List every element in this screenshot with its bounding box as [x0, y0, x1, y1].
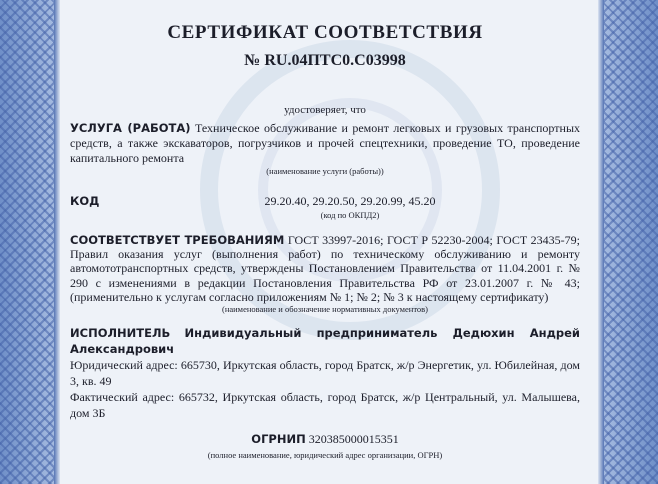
compliance-note: (наименование и обозначение нормативных документов) — [221, 304, 429, 314]
ornamental-border-left — [0, 0, 60, 484]
service-label: УСЛУГА (РАБОТА) — [70, 121, 191, 135]
compliance-section — [70, 233, 580, 304]
ogrn-section — [70, 432, 580, 447]
certificate-title: СЕРТИФИКАТ СООТВЕТСТВИЯ — [167, 22, 483, 43]
compliance-label: СООТВЕТСТВУЕТ ТРЕБОВАНИЯМ — [70, 233, 285, 247]
ogrn-label: ОГРНИП — [251, 432, 306, 446]
code-value: 29.20.40, 29.20.50, 29.20.99, 45.20 — [264, 194, 436, 208]
code-note: (код по ОКПД2) — [320, 210, 380, 220]
ornamental-border-right — [598, 0, 658, 484]
executor-section — [70, 325, 580, 421]
legal-address: Юридический адрес: 665730, Иркутская область, город Братск, ж/р Энергетик, ул. Юбилейная, дом 3, кв. 49 — [70, 358, 580, 388]
ogrn-note: (полное наименование, юридический адрес организации, ОГРН) — [207, 450, 443, 460]
service-note: (наименование услуги (работы)) — [266, 166, 384, 176]
executor-heading — [70, 325, 580, 357]
executor-label: ИСПОЛНИТЕЛЬ — [70, 326, 171, 340]
compliance-text: ГОСТ 33997-2016; ГОСТ Р 52230-2004; ГОСТ 23435-79; Правил оказания услуг (выполнения работ) по техническому обслуживанию и ремонту автомототранспортных средств, утверждены Постановлением Правительства от 11.04.2001 г. № 290 с изменениями в редакции Постановления Правительства РФ от 23.01.2007 г. № 43; (применительно к услугам согласно приложениям № 1; № 2; № 3 к настоящему сертификату) — [70, 233, 580, 304]
ogrn-value: 320385000015351 — [308, 432, 399, 446]
certificate-content — [70, 0, 580, 484]
service-description: Техническое обслуживание и ремонт легковых и грузовых транспортных средств, а также экскаваторов, погрузчиков и прочей спецтехники, проведение ТО, проведение капитального ремонта — [70, 121, 581, 165]
certifies-text: удостоверяет, что — [284, 104, 366, 116]
actual-address: Фактический адрес: 665732, Иркутская область, город Братск, ж/р Центральный, ул. Малышева, дом 3Б — [70, 390, 580, 420]
certificate-number: № RU.04ПТС0.С03998 — [244, 52, 406, 69]
executor-name: Индивидуальный предприниматель Дедюхин Андрей Александрович — [70, 326, 580, 356]
code-label: КОД — [70, 194, 100, 208]
service-section — [70, 121, 580, 166]
